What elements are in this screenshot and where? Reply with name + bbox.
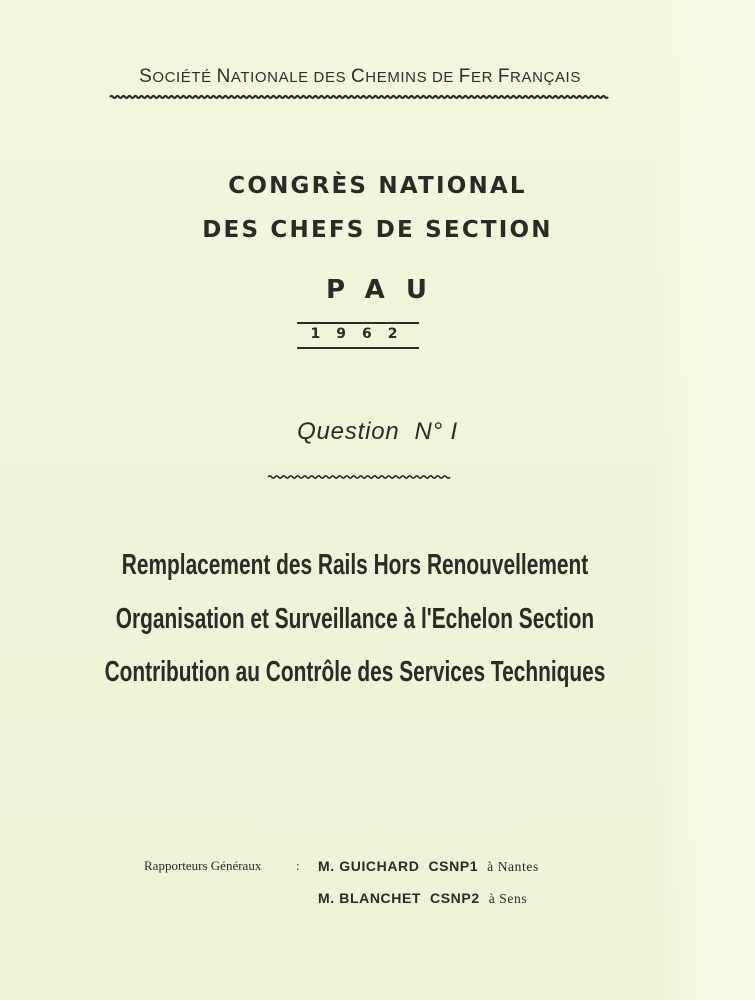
year-rule-top — [297, 322, 419, 324]
header-wavy-rule — [110, 92, 610, 102]
initial-c: C — [350, 66, 366, 87]
rapporteur-1 — [318, 858, 539, 875]
subject-line-2: Organisation et Surveillance à l'Echelon Section — [115, 603, 595, 635]
rapporteur-place: à Nantes — [487, 859, 539, 874]
congress-year: 1962 — [310, 326, 414, 342]
rapporteur-name: M. BLANCHET — [318, 890, 422, 906]
org-part: ER — [471, 69, 498, 86]
subject-line-3: Contribution au Contrôle des Services Techniques — [104, 656, 606, 688]
rapporteur-code: CSNP1 — [428, 858, 479, 874]
organization-header — [110, 66, 610, 88]
rapporteurs-colon: : — [296, 858, 300, 873]
org-part: OCIÉTÉ — [152, 69, 217, 86]
congress-year-block — [297, 322, 419, 350]
rapporteur-name: M. GUICHARD — [318, 858, 420, 874]
question-number: N° I — [414, 418, 458, 445]
rapporteur-2 — [318, 890, 527, 907]
org-part: ATIONALE DES — [230, 69, 351, 86]
paper-edge — [655, 0, 755, 1000]
question-label: Question — [297, 418, 400, 445]
rapporteur-place: à Sens — [488, 891, 528, 906]
initial-f: F — [458, 66, 472, 87]
rapporteurs-label: Rapporteurs Généraux — [144, 858, 262, 873]
congress-title-line2: DES CHEFS DE SECTION — [202, 217, 553, 243]
initial-n: N — [216, 66, 231, 87]
question-heading — [0, 418, 755, 446]
org-part: HEMINS DE — [365, 69, 459, 86]
congress-city: PAU — [325, 275, 450, 305]
initial-f2: F — [497, 66, 511, 87]
question-wavy-rule — [268, 472, 446, 482]
congress-title-line1: CONGRÈS NATIONAL — [228, 173, 527, 199]
initial-s: S — [139, 66, 153, 87]
rapporteur-code: CSNP2 — [430, 890, 480, 906]
subject-line-1: Remplacement des Rails Hors Renouvellement — [121, 549, 589, 581]
org-part: RANÇAIS — [510, 69, 581, 86]
year-rule-bottom — [297, 347, 419, 349]
